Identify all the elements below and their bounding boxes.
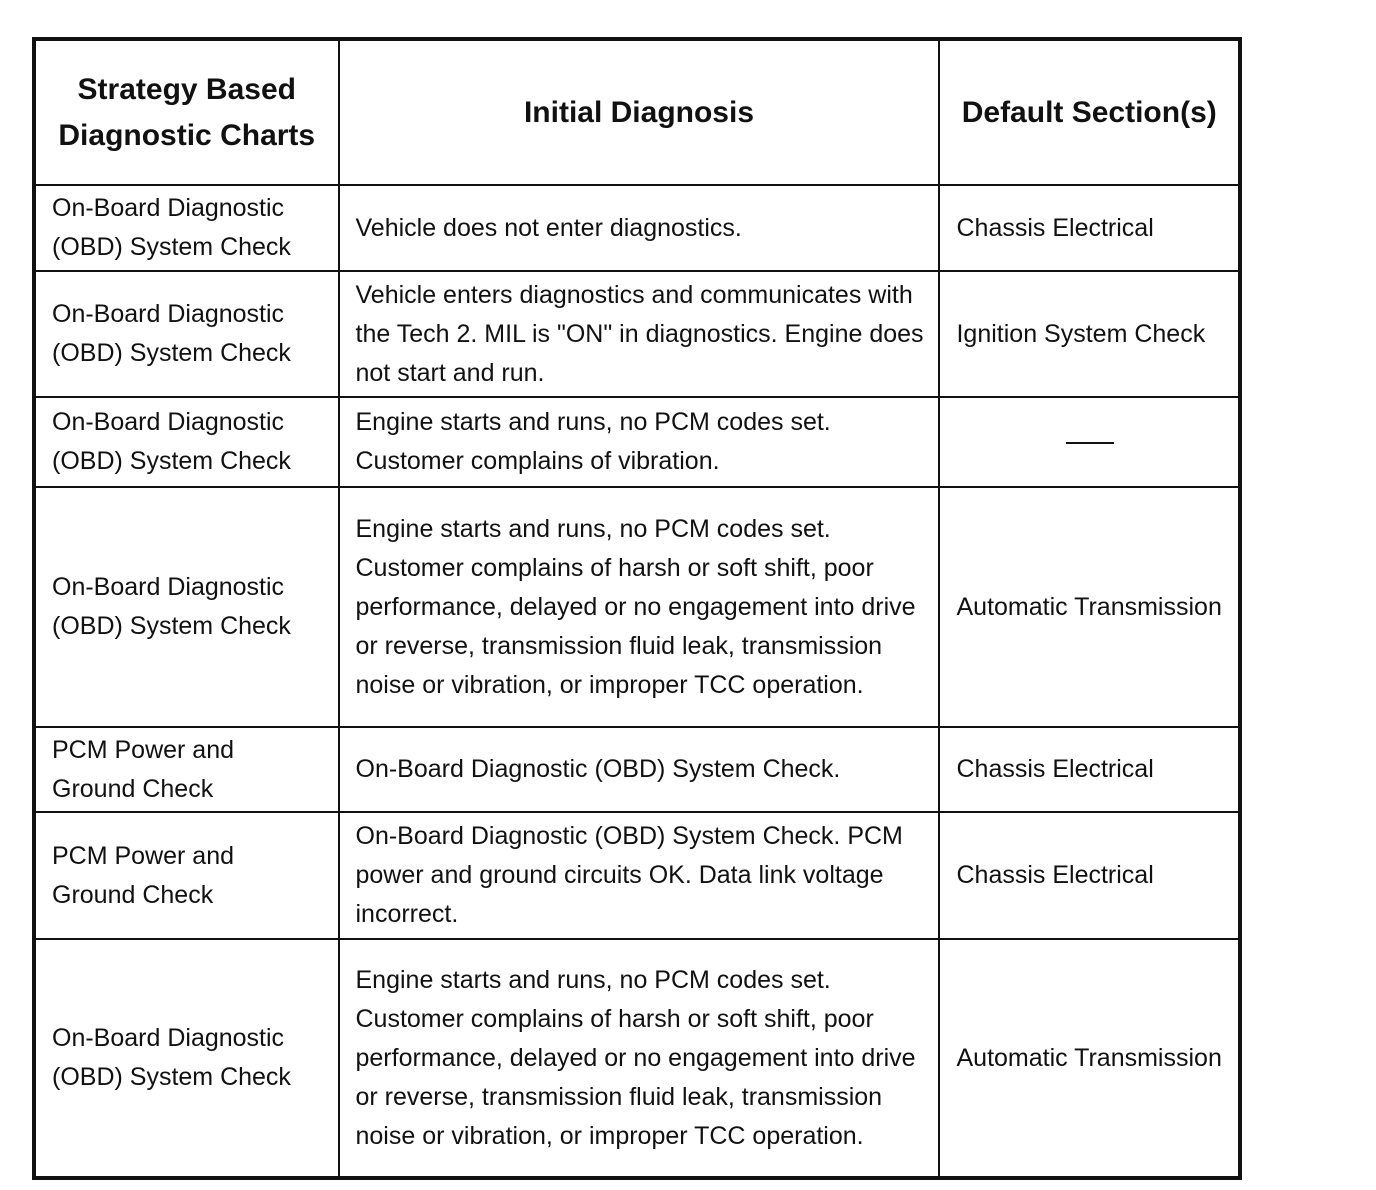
header-default-sections: Default Section(s)	[939, 39, 1240, 185]
header-row	[34, 39, 1240, 185]
diagnostic-charts-table	[32, 37, 1242, 1180]
header-strategy-charts: Strategy Based Diagnostic Charts	[34, 39, 339, 185]
diagnosis-cell: Engine starts and runs, no PCM codes set. Customer complains of harsh or soft shift, poor performance, delayed or no engagement into drive or reverse, transmission fluid leak, transmission noise or vibration, or improper TCC operation.	[339, 939, 940, 1178]
header-initial-diagnosis: Initial Diagnosis	[339, 39, 940, 185]
diagnosis-cell: Vehicle does not enter diagnostics.	[339, 185, 940, 271]
table-body	[34, 185, 1240, 1178]
table-header	[34, 39, 1240, 185]
default-section-cell: Automatic Transmission	[939, 939, 1240, 1178]
table-row	[34, 185, 1240, 271]
chart-cell: On-Board Diagnostic (OBD) System Check	[34, 939, 339, 1178]
chart-cell: On-Board Diagnostic (OBD) System Check	[34, 397, 339, 487]
default-section-cell	[939, 397, 1240, 487]
chart-cell: On-Board Diagnostic (OBD) System Check	[34, 185, 339, 271]
diagnosis-cell: Engine starts and runs, no PCM codes set. Customer complains of harsh or soft shift, poor performance, delayed or no engagement into drive or reverse, transmission fluid leak, transmission noise or vibration, or improper TCC operation.	[339, 487, 940, 727]
table-row	[34, 939, 1240, 1178]
table-row	[34, 397, 1240, 487]
chart-cell: PCM Power and Ground Check	[34, 812, 339, 939]
chart-cell: PCM Power and Ground Check	[34, 727, 339, 812]
diagnosis-cell: Vehicle enters diagnostics and communicates with the Tech 2. MIL is "ON" in diagnostics. Engine does not start and run.	[339, 271, 940, 397]
default-section-cell: Chassis Electrical	[939, 185, 1240, 271]
table-row	[34, 727, 1240, 812]
diagnosis-cell: On-Board Diagnostic (OBD) System Check. PCM power and ground circuits OK. Data link voltage incorrect.	[339, 812, 940, 939]
table-row	[34, 487, 1240, 727]
default-section-cell: Ignition System Check	[939, 271, 1240, 397]
diagnosis-cell: On-Board Diagnostic (OBD) System Check.	[339, 727, 940, 812]
default-section-cell: Automatic Transmission	[939, 487, 1240, 727]
table-row	[34, 271, 1240, 397]
no-section-dash	[1066, 442, 1114, 444]
default-section-cell: Chassis Electrical	[939, 812, 1240, 939]
diagnosis-cell: Engine starts and runs, no PCM codes set. Customer complains of vibration.	[339, 397, 940, 487]
table-row	[34, 812, 1240, 939]
chart-cell: On-Board Diagnostic (OBD) System Check	[34, 487, 339, 727]
chart-cell: On-Board Diagnostic (OBD) System Check	[34, 271, 339, 397]
default-section-cell: Chassis Electrical	[939, 727, 1240, 812]
